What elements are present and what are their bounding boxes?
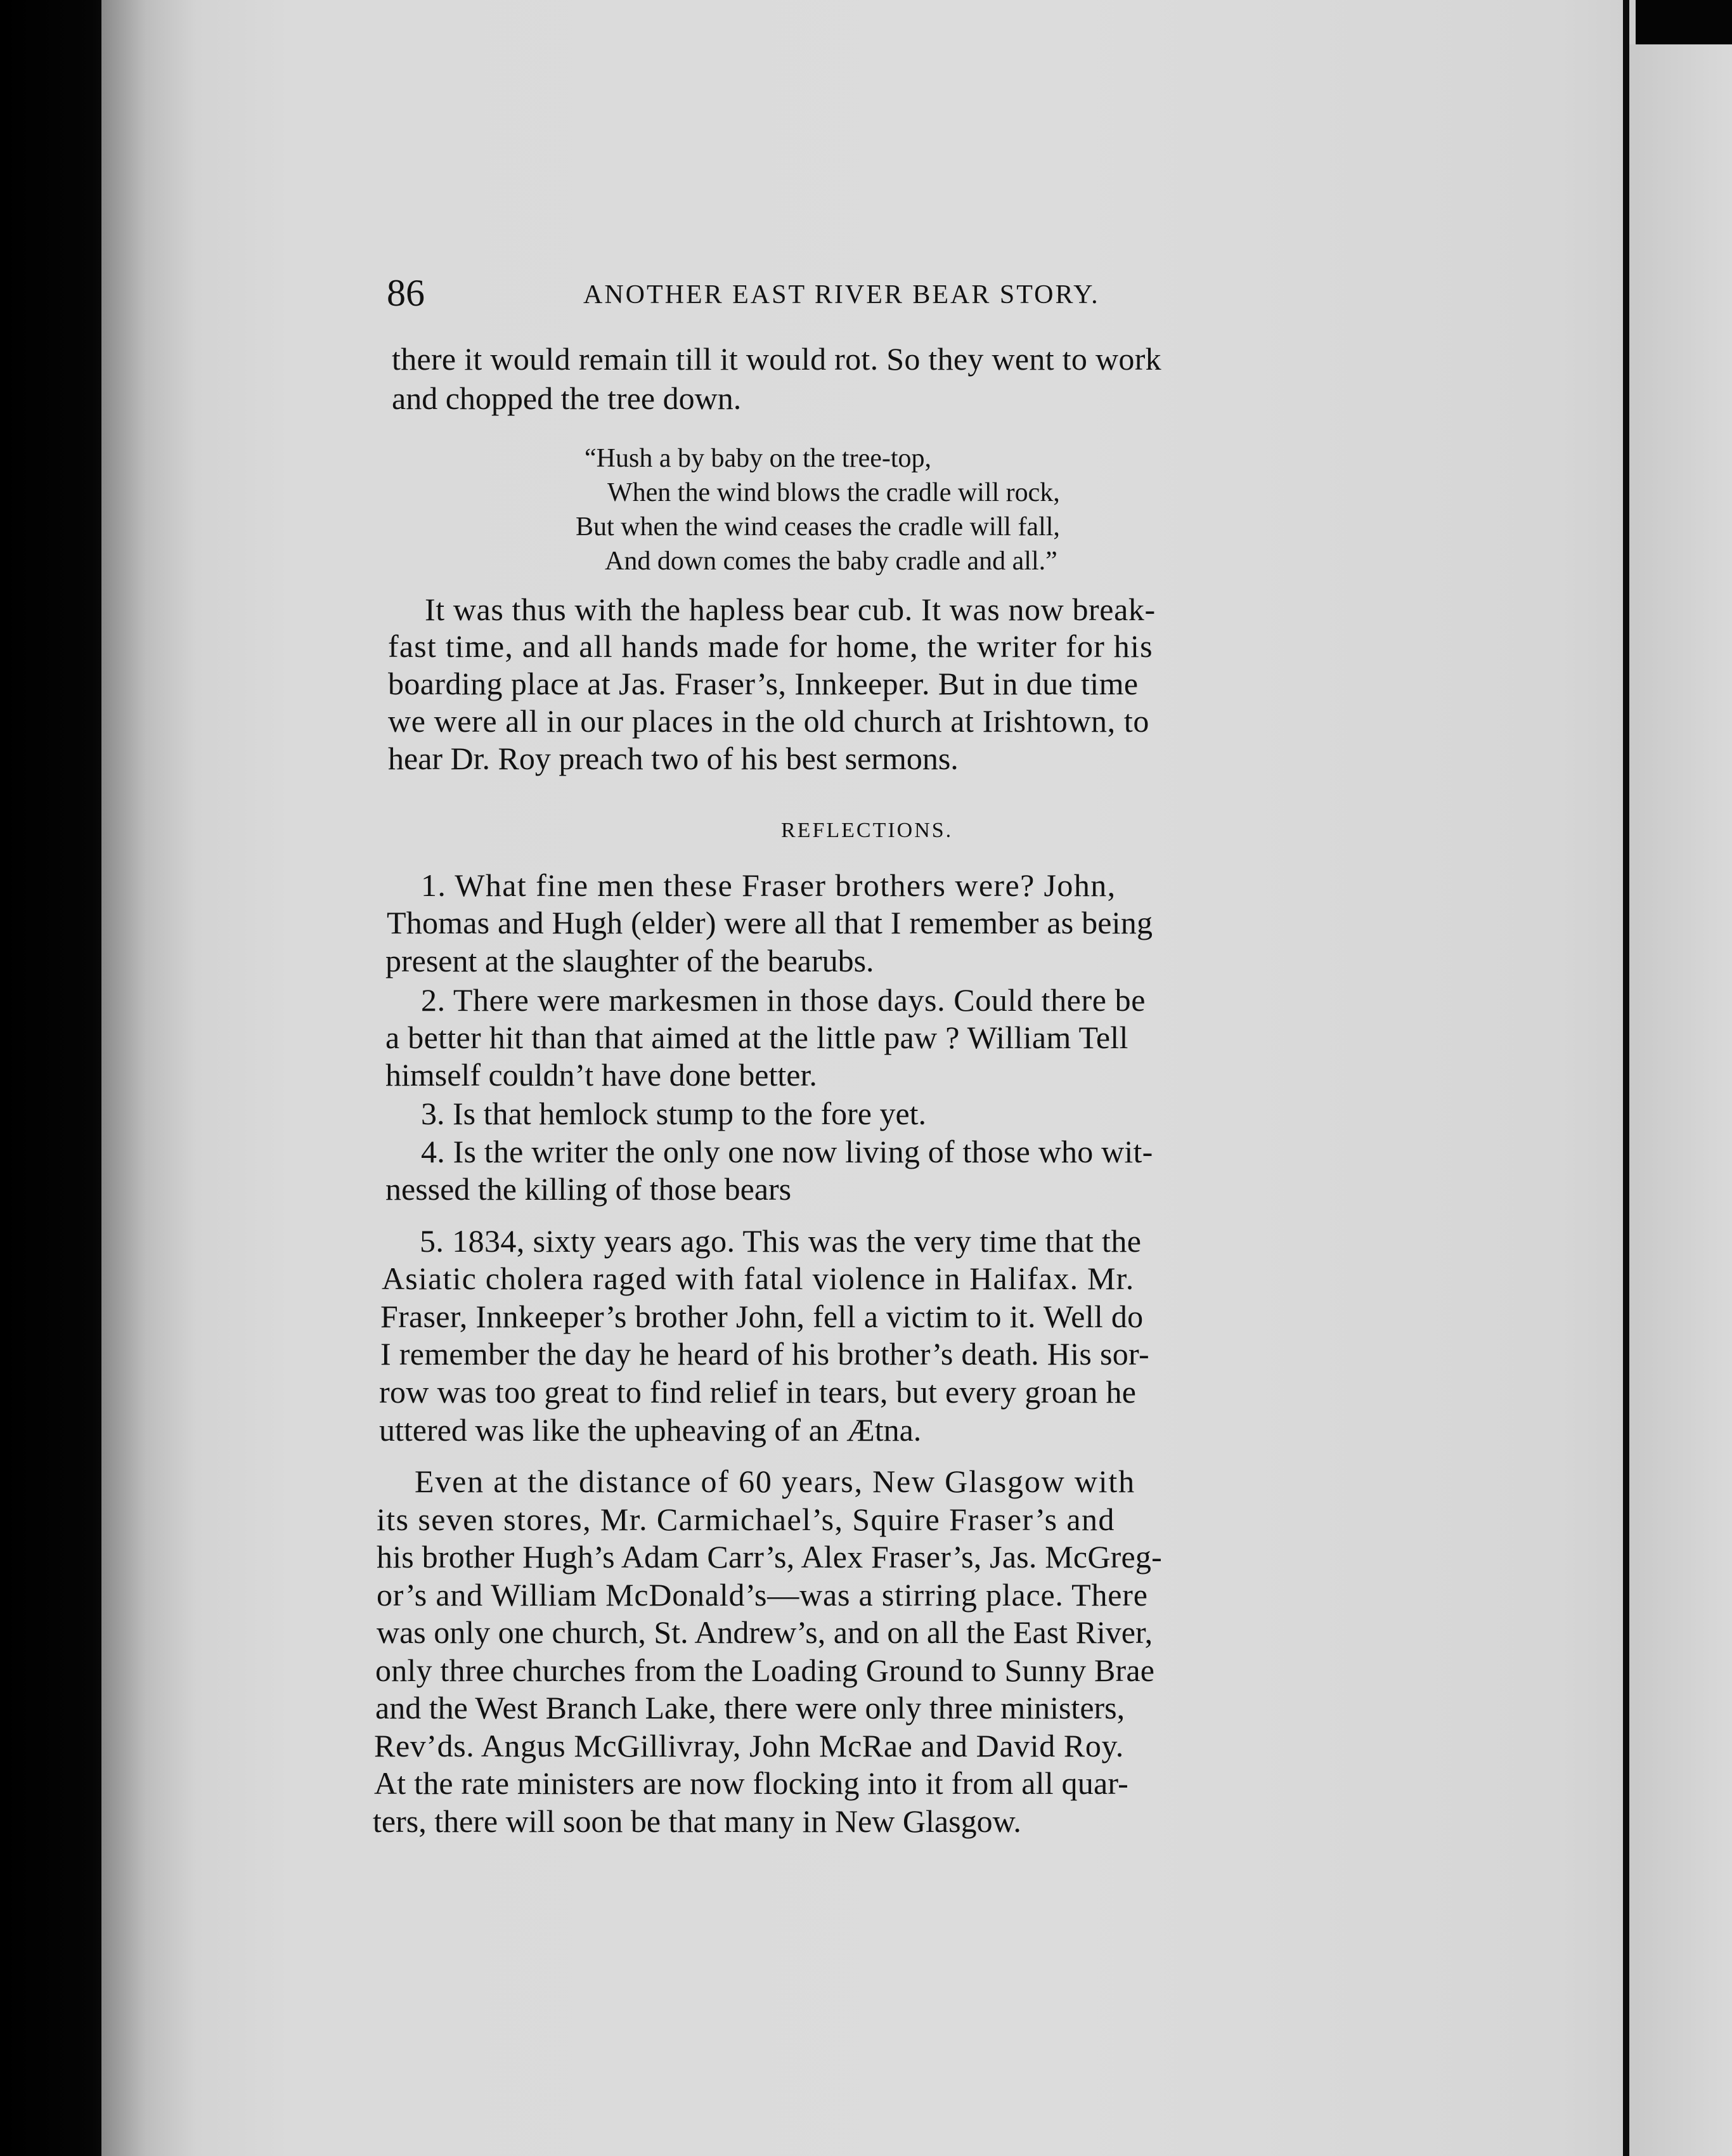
- reflections-line: Thomas and Hugh (elder) were all that I remember as being: [387, 905, 1153, 940]
- verse-line: And down comes the baby cradle and all.”: [605, 547, 1057, 576]
- closing-line: its seven stores, Mr. Carmichael’s, Squire Fraser’s and: [377, 1502, 1115, 1537]
- verse-line: When the wind blows the cradle will rock,: [607, 478, 1060, 507]
- reflections-line: Fraser, Innkeeper’s brother John, fell a victim to it. Well do: [380, 1299, 1144, 1334]
- opening-line: and chopped the tree down.: [392, 380, 742, 416]
- reflections-line: 2. There were markesmen in those days. Could there be: [421, 982, 1146, 1018]
- running-head: [387, 268, 1388, 318]
- verse-line: “Hush a by baby on the tree-top,: [585, 444, 932, 473]
- reflections-line: uttered was like the upheaving of an Ætna.: [379, 1412, 922, 1448]
- closing-line: was only one church, St. Andrew’s, and on all the East River,: [377, 1614, 1153, 1650]
- closing-line: ters, there will soon be that many in New Glasgow.: [373, 1803, 1021, 1839]
- closing-line: only three churches from the Loading Ground to Sunny Brae: [375, 1653, 1155, 1688]
- page-gutter-edge: [1623, 0, 1629, 2156]
- section-heading: REFLECTIONS.: [781, 819, 953, 842]
- verse-line: But when the wind ceases the cradle will fall,: [576, 512, 1060, 542]
- reflections-line: Asiatic cholera raged with fatal violence in Halifax. Mr.: [382, 1261, 1135, 1296]
- paragraph-line: we were all in our places in the old church at Irishtown, to: [388, 703, 1149, 739]
- reflections-line: nessed the killing of those bears: [385, 1171, 792, 1207]
- closing-line: his brother Hugh’s Adam Carr’s, Alex Fraser’s, Jas. McGreg-: [377, 1539, 1162, 1575]
- reflections-line: row was too great to find relief in tears, but every groan he: [379, 1374, 1137, 1410]
- closing-line: At the rate ministers are now flocking into it from all quar-: [374, 1765, 1129, 1801]
- paragraph-line: fast time, and all hands made for home, the writer for his: [388, 628, 1153, 664]
- paragraph-line: hear Dr. Roy preach two of his best sermons.: [388, 741, 959, 776]
- closing-line: or’s and William McDonald’s—was a stirring place. There: [377, 1577, 1148, 1613]
- closing-line: Even at the distance of 60 years, New Glasgow with: [415, 1464, 1135, 1499]
- reflections-line: 4. Is the writer the only one now living of those who wit-: [421, 1134, 1153, 1169]
- paragraph-line: boarding place at Jas. Fraser’s, Innkeeper. But in due time: [388, 666, 1139, 701]
- reflections-line: I remember the day he heard of his brother’s death. His sor-: [380, 1336, 1149, 1372]
- closing-line: and the West Branch Lake, there were only three ministers,: [375, 1690, 1125, 1725]
- closing-line: Rev’ds. Angus McGillivray, John McRae and David Roy.: [374, 1728, 1124, 1763]
- reflections-line: himself couldn’t have done better.: [385, 1057, 817, 1093]
- paragraph-line: It was thus with the hapless bear cub. It was now break-: [425, 592, 1156, 627]
- reflections-line: a better hit than that aimed at the little paw ? William Tell: [385, 1020, 1128, 1055]
- running-head-title: ANOTHER EAST RIVER BEAR STORY.: [583, 280, 1100, 309]
- page-number: 86: [387, 272, 425, 314]
- opening-line: there it would remain till it would rot. So they went to work: [392, 341, 1161, 377]
- reflections-line: 3. Is that hemlock stump to the fore yet.: [421, 1096, 927, 1131]
- adjacent-page-edge: [1629, 44, 1732, 2156]
- reflections-line: 1. What fine men these Fraser brothers were? John,: [421, 867, 1116, 903]
- reflections-line: 5. 1834, sixty years ago. This was the very time that the: [420, 1223, 1142, 1259]
- reflections-line: present at the slaughter of the bearubs.: [385, 943, 874, 978]
